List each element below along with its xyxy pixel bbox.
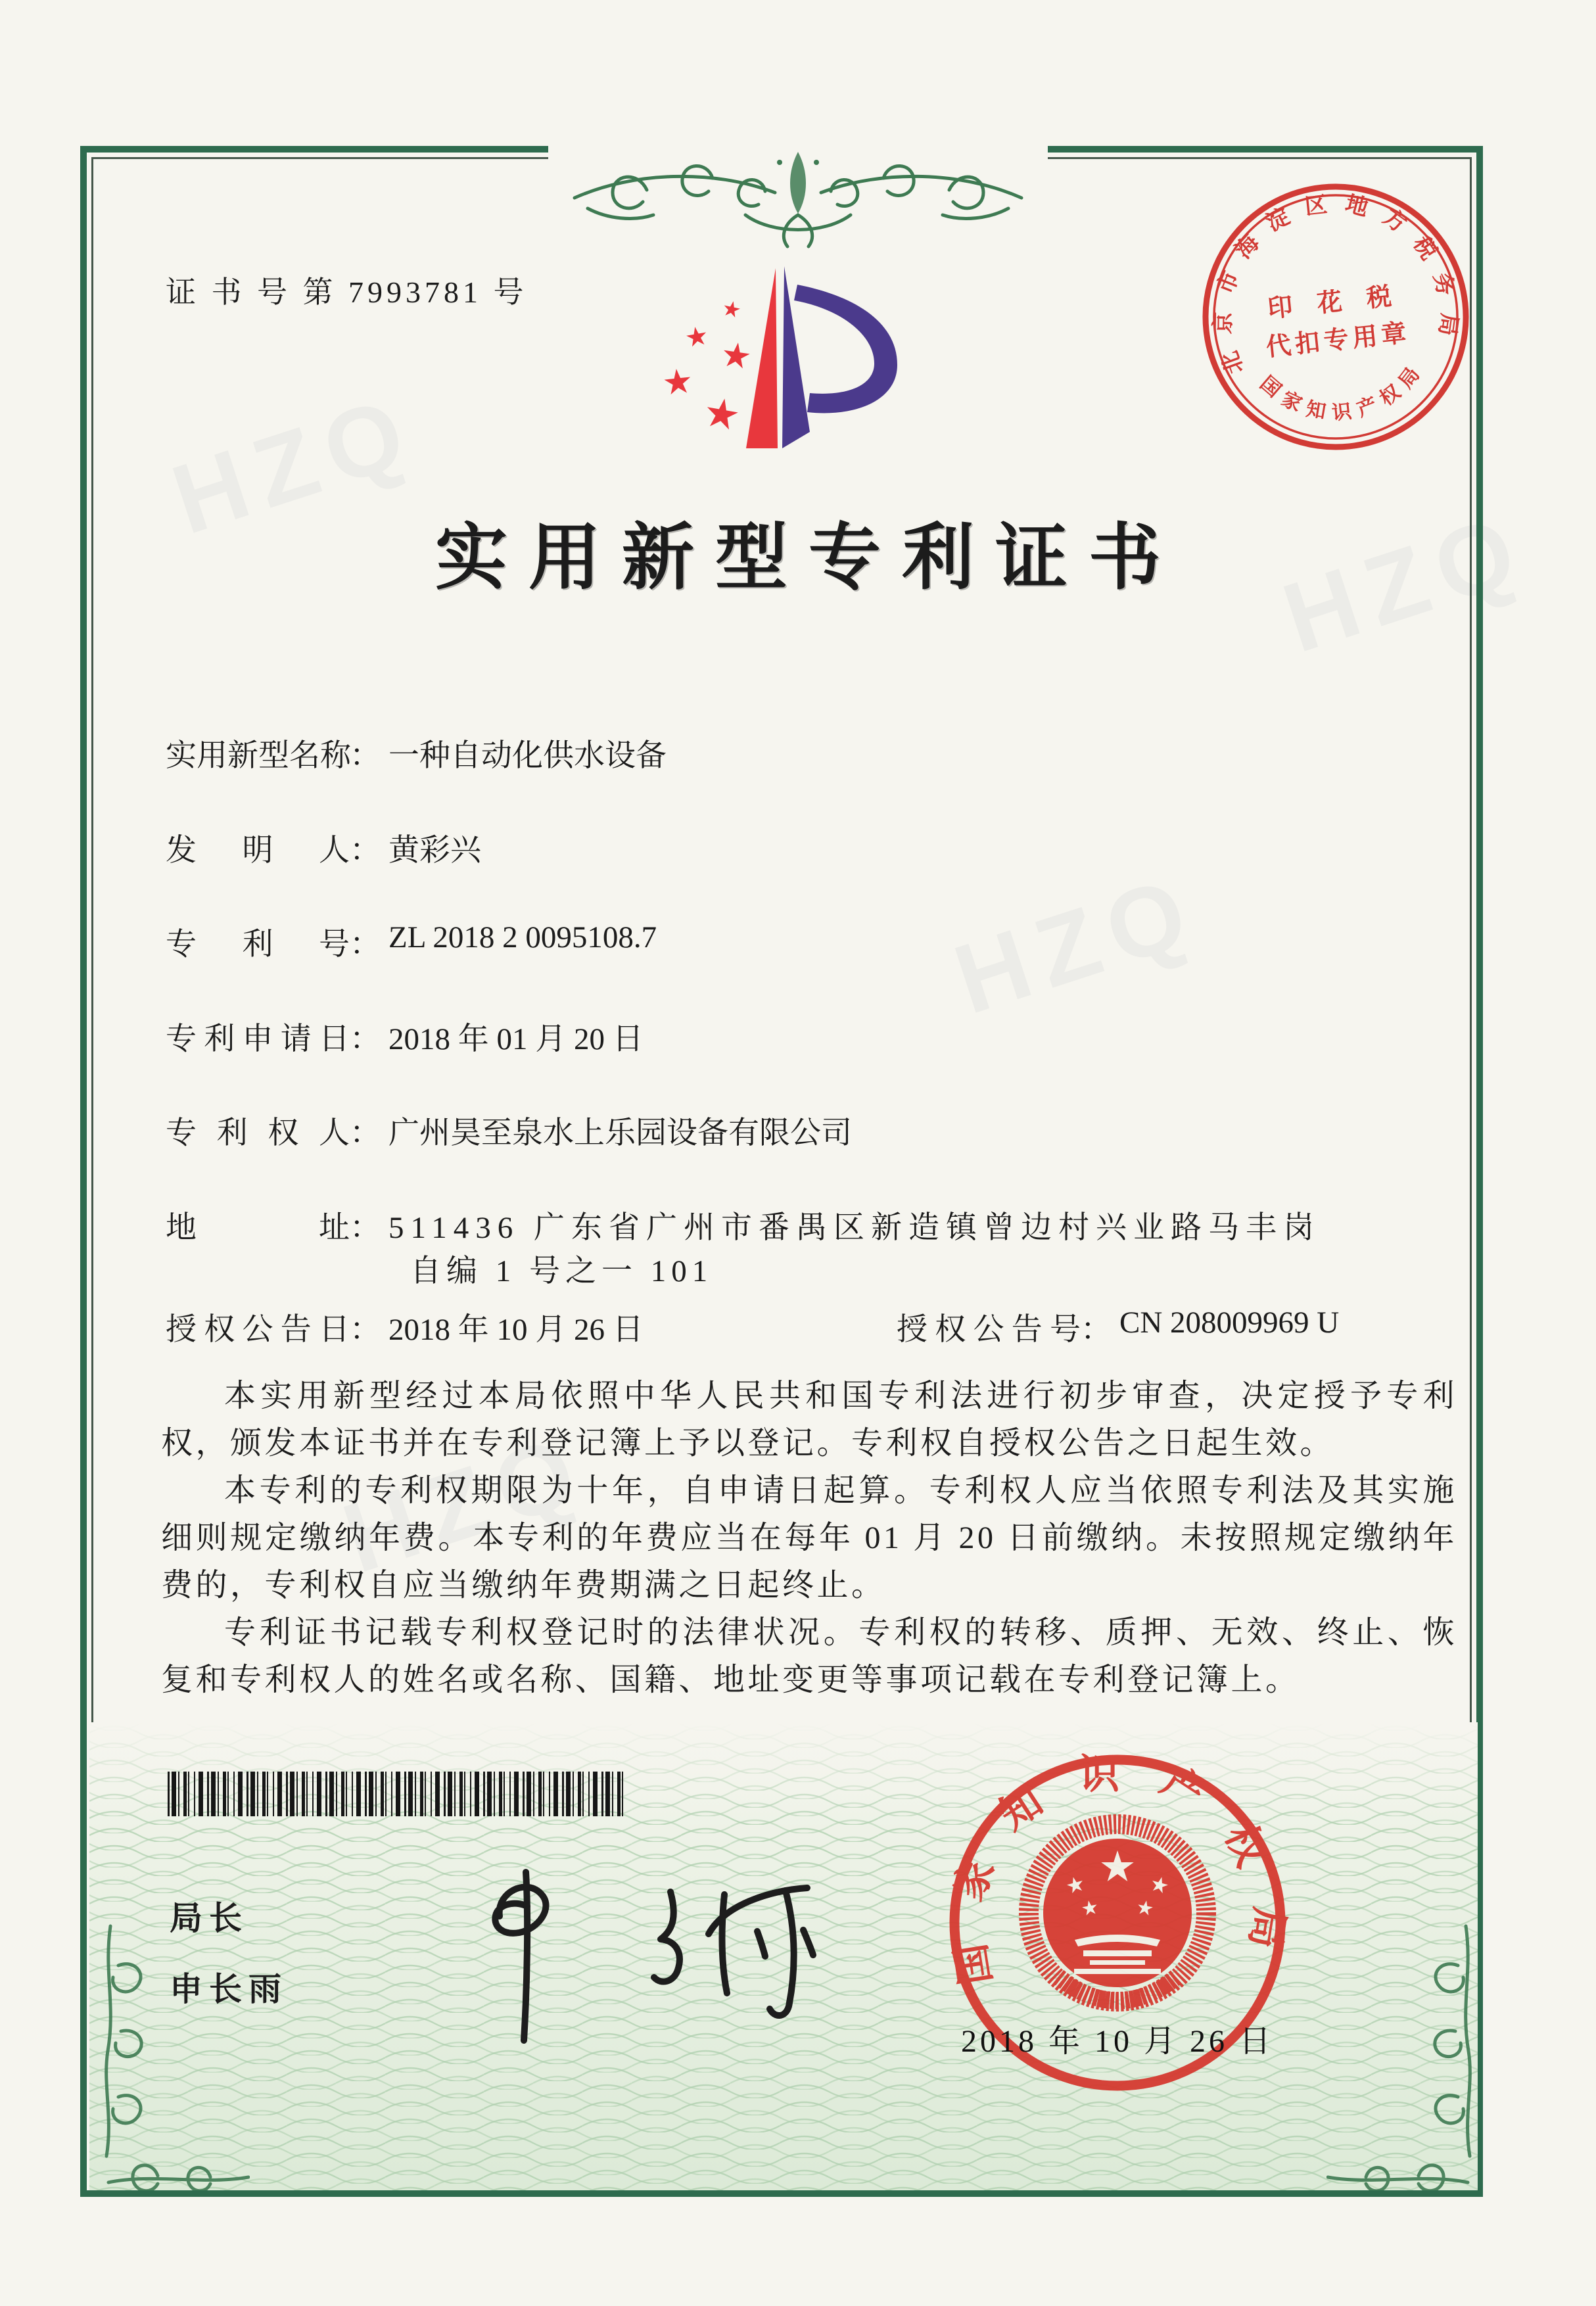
field-value: 黄彩兴: [388, 834, 481, 868]
director-title: 局长: [170, 1900, 248, 1937]
svg-text:国家知识产权局: [1254, 356, 1433, 432]
field-row-name: [166, 731, 667, 775]
field-colon: ：: [350, 1313, 381, 1347]
legal-paragraph-2: 本专利的专利权期限为十年，自申请日起算。专利权人应当依照专利法及其实施细则规定缴纳年费。本专利的年费应当在每年 01 月 20 日前缴纳。未按照规定缴纳年费的，专利权自应当缴纳年费期满之日起终止。: [161, 1473, 1457, 1603]
barcode-icon: [168, 1772, 625, 1816]
tax-stamp-center-line1: 印 花 税: [1266, 281, 1402, 323]
field-row-inventor: [166, 826, 481, 870]
field-colon: ：: [350, 1211, 381, 1245]
field-colon: ：: [1081, 1313, 1112, 1347]
field-label: 地址: [166, 1211, 350, 1245]
field-value: 一种自动化供水设备: [388, 739, 667, 773]
national-emblem-icon: [1029, 1824, 1206, 2002]
certificate-title: 实用新型专利证书: [435, 518, 1182, 598]
field-label: 发明人: [166, 834, 350, 868]
field-value: ZL 2018 2 0095108.7: [388, 920, 657, 954]
cnipa-patent-logo-icon: [657, 260, 907, 463]
hzq-watermark: HZQ: [1271, 491, 1541, 674]
field-value: 2018 年 01 月 20 日: [388, 1022, 644, 1056]
seal-ring-text: 国家知识产权局: [943, 1753, 1292, 1988]
hzq-watermark: HZQ: [331, 1411, 601, 1594]
field-label: 授权公告日: [166, 1313, 350, 1347]
field-label: 实用新型名称: [166, 739, 351, 773]
field-colon: ：: [350, 1116, 381, 1150]
field-colon: ：: [350, 739, 381, 773]
field-label: 授权公告号: [897, 1313, 1081, 1347]
border-dragon-ornament: [548, 135, 1048, 256]
field-value-address-line2: 自编 1 号之一 101: [410, 1254, 713, 1288]
field-colon: ：: [350, 834, 381, 868]
legal-paragraph-3: 专利证书记载专利权登记时的法律状况。专利权的转移、质押、无效、终止、恢复和专利权人的姓名或名称、国籍、地址变更等事项记载在专利登记簿上。: [161, 1615, 1457, 1697]
legal-paragraph-1: 本实用新型经过本局依照中华人民共和国专利法进行初步审查，决定授予专利权，颁发本证书并在专利登记簿上予以登记。专利权自授权公告之日起生效。: [161, 1378, 1457, 1461]
field-label: 专利权人: [166, 1116, 350, 1150]
field-colon: ：: [350, 928, 381, 962]
field-colon: ：: [350, 1022, 381, 1056]
field-value: CN 208009969 U: [1119, 1306, 1340, 1340]
field-row-address: [166, 1203, 1321, 1247]
field-label: 专利号: [166, 928, 350, 962]
seal-date: 2018 年 10 月 26 日: [961, 2024, 1275, 2059]
field-label: 专利申请日: [166, 1022, 350, 1056]
tax-stamp-center-line2: 代扣专用章: [1265, 319, 1412, 362]
tax-stamp-arc-top: 北京市海淀区地方税务局: [1211, 191, 1462, 377]
tax-stamp-icon: [1184, 165, 1488, 469]
hzq-watermark: HZQ: [160, 373, 430, 555]
director-name: 申长雨: [170, 1971, 288, 2008]
field-row-grant-date: [166, 1305, 644, 1349]
tax-stamp-arc-bottom: 国家知识产权局: [1256, 357, 1429, 425]
legal-text-block: [161, 1373, 1457, 1704]
director-signature-icon: [427, 1854, 861, 2051]
corner-flourish-right: [1326, 1919, 1478, 2190]
field-value: 2018 年 10 月 26 日: [388, 1313, 644, 1347]
field-row-patent-number: [166, 920, 657, 964]
field-value: 511436 广东省广州市番禺区新造镇曾边村兴业路马丰岗: [388, 1211, 1321, 1245]
field-row-grant-number: [897, 1305, 1339, 1349]
field-value: 广州昊至泉水上乐园设备有限公司: [388, 1116, 852, 1150]
field-row-filing-date: [166, 1014, 644, 1058]
certificate-number: 证 书 号 第 7993781 号: [166, 275, 528, 309]
hzq-watermark: HZQ: [942, 853, 1212, 1035]
corner-flourish-left: [99, 1919, 250, 2190]
field-row-patentee: [166, 1108, 852, 1152]
